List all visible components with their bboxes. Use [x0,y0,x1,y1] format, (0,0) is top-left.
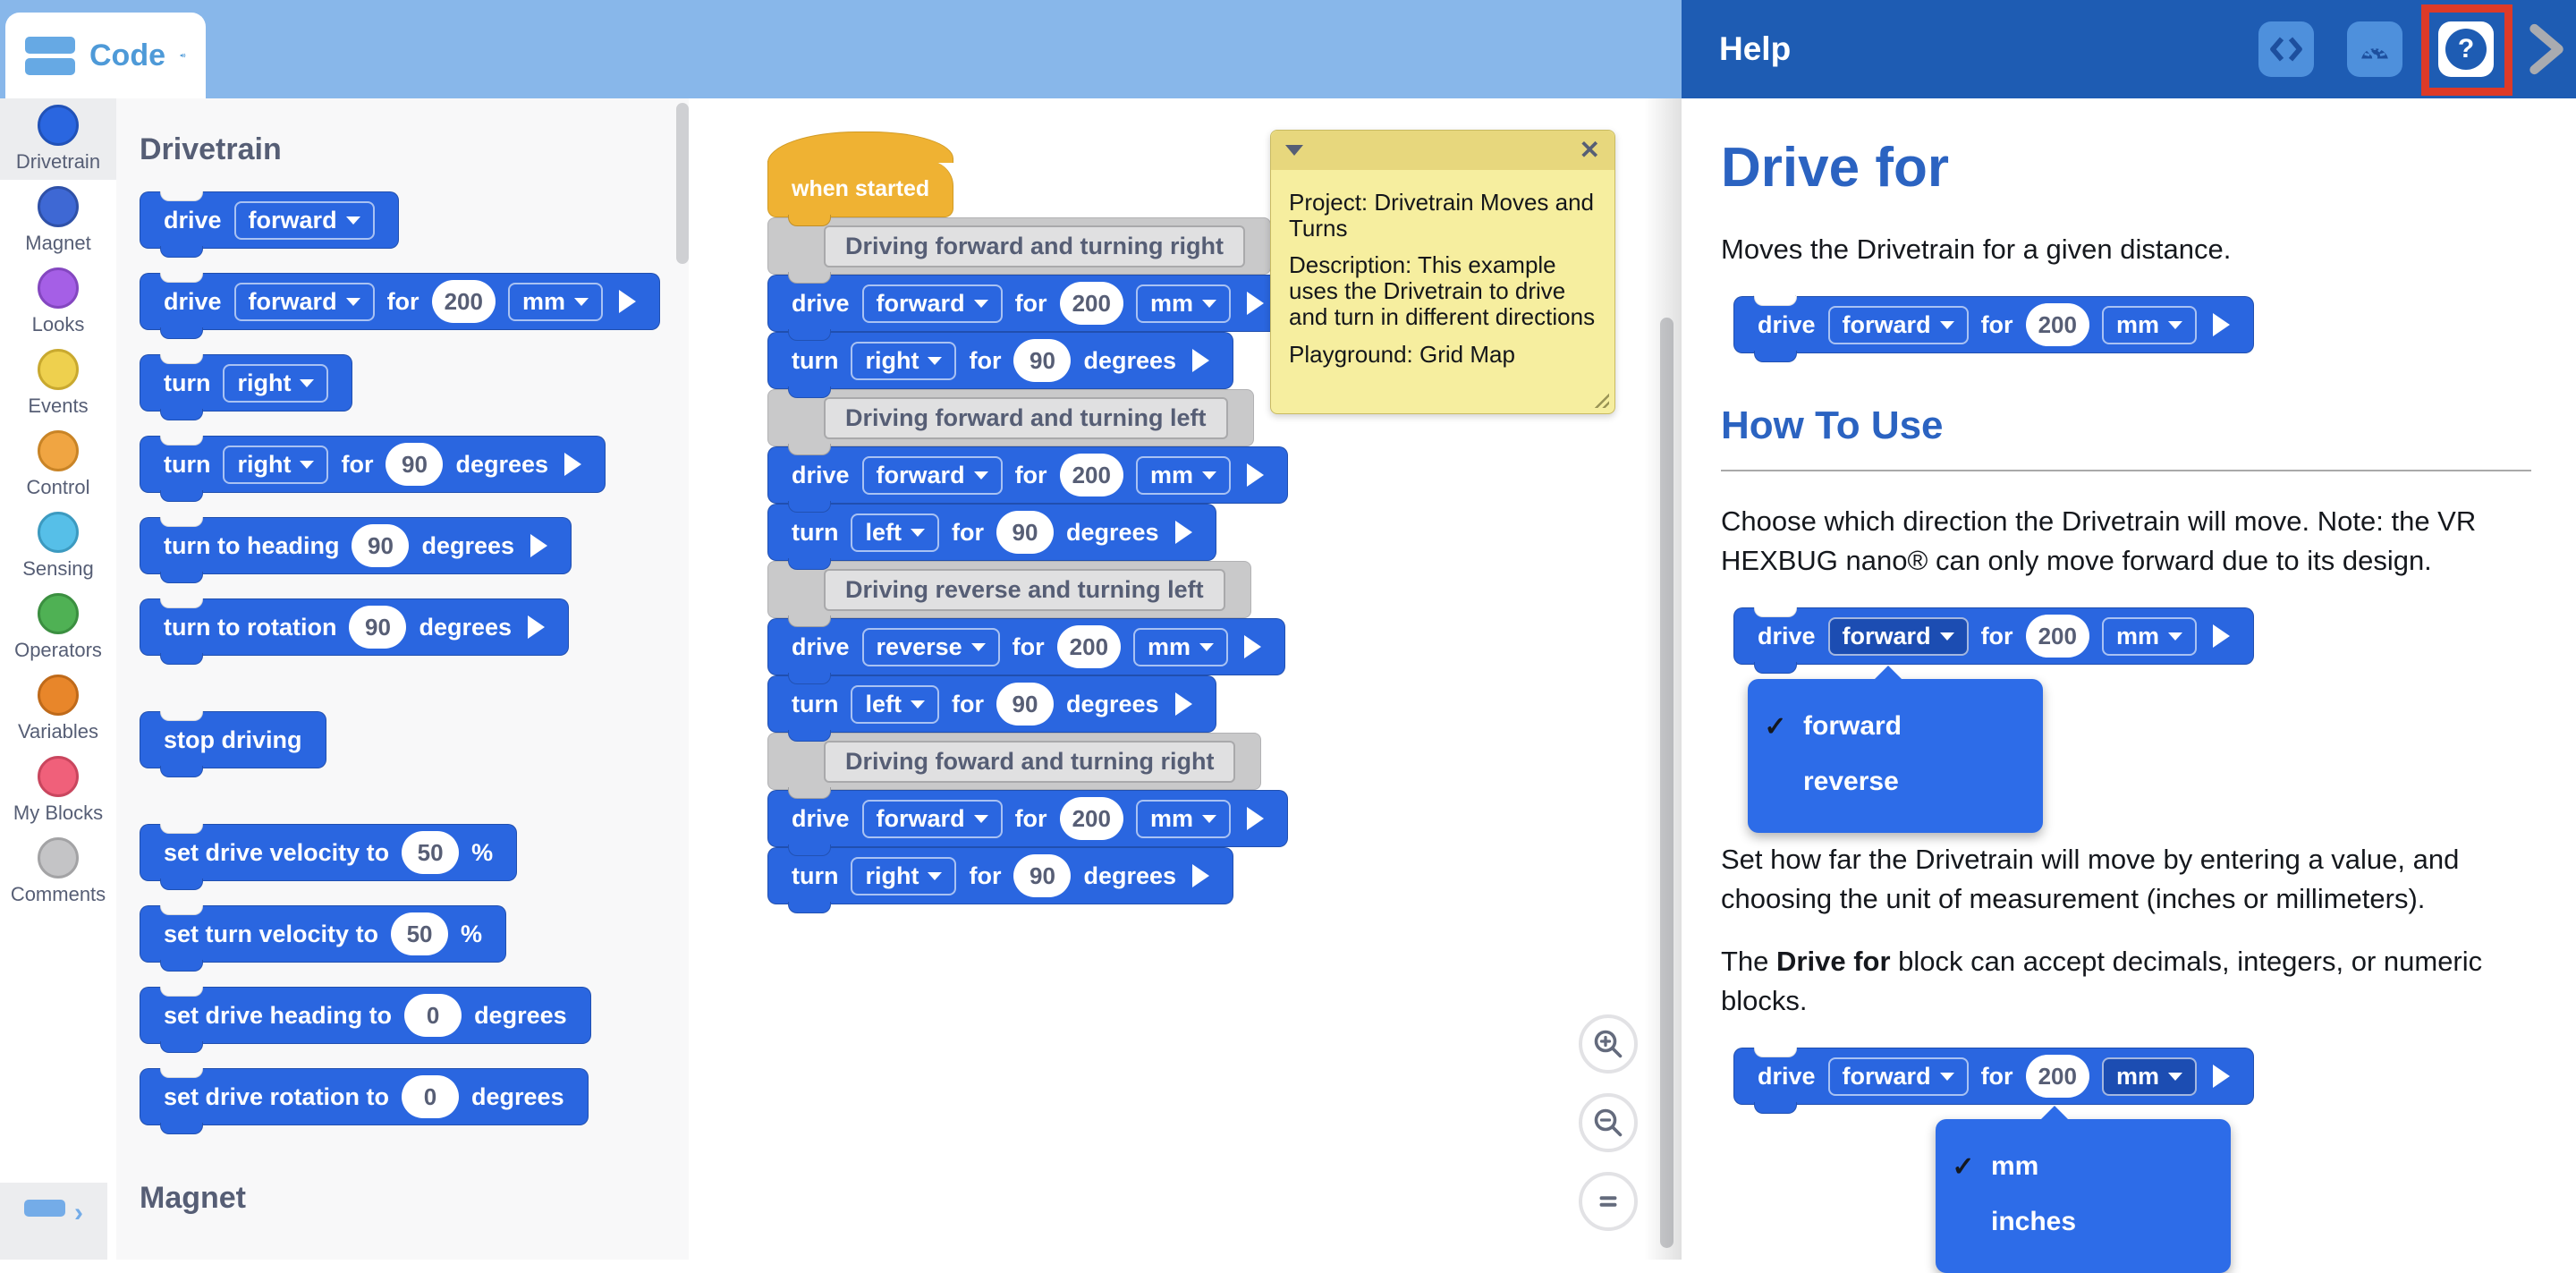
help-title: Help [1719,30,1792,67]
caret-down-icon [1202,815,1216,823]
dropdown-field[interactable] [862,456,1003,495]
dropdown-value: reverse [876,632,962,660]
dropdown-field[interactable] [1136,284,1231,323]
sidebar-item-label: Variables [17,720,99,743]
number-input[interactable]: 200 [432,280,496,323]
dropdown-value: forward [876,804,965,832]
block-label: for [1980,310,2013,338]
menu-item-inches[interactable] [1936,1194,2231,1250]
caret-down-icon [971,643,986,651]
dropdown-field[interactable] [234,201,375,240]
block-palette [116,98,689,1260]
block-label: for [969,861,1002,889]
caret-down-icon [1940,632,1954,641]
palette-row [140,191,689,249]
category-color-icon [38,512,79,553]
block-label: for [951,518,984,546]
sidebar-item-label: Comments [10,883,106,905]
block-label: drive [1758,310,1816,338]
comment-text[interactable]: Driving foward and turning right [824,741,1235,783]
caret-down-icon [2168,1073,2182,1081]
direction-menu [1748,679,2043,833]
block-label: set drive heading to [164,1001,393,1029]
block-label: % [471,838,494,866]
block-label: for [1014,289,1047,317]
number-input[interactable]: 50 [391,912,448,955]
help-header [1682,0,2576,98]
caret-down-icon [974,471,988,479]
category-color-icon [38,756,79,797]
caret-down-icon [574,298,589,306]
palette-row [140,598,689,656]
block-label: drive [1758,622,1816,649]
dropdown-value: forward [1842,1062,1931,1090]
dropdown-value: forward [248,206,337,233]
category-color-icon [38,430,79,471]
block-label: drive [164,287,222,315]
comment-block[interactable] [767,389,1254,446]
menu-item-reverse[interactable] [1748,754,2043,810]
program-stack [767,106,1288,904]
dropdown-value: right [865,861,919,889]
palette-row [140,517,689,574]
code-block[interactable] [140,711,326,768]
code-block[interactable] [140,191,399,249]
dropdown-value: mm [1148,632,1191,660]
dropdown-value: mm [2115,622,2159,649]
divider [1721,470,2531,471]
caret-down-icon [1202,300,1216,308]
dropdown-value: mm [2115,310,2159,338]
menu-item-mm[interactable] [1936,1139,2231,1194]
block-label: drive [792,461,850,488]
play-icon[interactable] [530,534,547,557]
sidebar-item-label: Magnet [25,232,91,254]
block-label: turn [792,861,839,889]
dropdown-value: right [237,369,292,396]
note-line: Description: This example uses the Drivetrain to drive and turn in different directions [1289,251,1596,331]
block-label: drive [792,804,850,832]
block-label: for [951,690,984,717]
caret-down-icon [346,298,360,306]
block-label: for [1014,461,1047,488]
help-example-block [1733,296,2254,353]
play-icon[interactable] [2213,313,2230,336]
block-label: for [969,346,1002,374]
comment-text[interactable]: Driving forward and turning left [824,397,1228,439]
block-label: degrees [471,1082,564,1110]
close-icon[interactable]: ✕ [1579,136,1600,164]
sidebar-item-variables[interactable] [0,668,116,750]
zoom-out-button[interactable] [1579,1093,1638,1152]
block-label: for [386,287,419,315]
code-block[interactable] [140,987,591,1044]
number-input[interactable]: 200 [1060,454,1123,496]
sidebar-item-label: Control [26,476,90,498]
speaker-icon [180,40,186,71]
dropdown-field[interactable] [1828,617,1969,656]
dropdown-field[interactable] [862,628,1000,666]
note-line: Project: Drivetrain Moves and Turns [1289,189,1595,242]
menu-item-label: reverse [1803,767,1899,797]
dropdown-field[interactable] [851,513,939,552]
check-icon: ✓ [1764,711,1787,742]
block-label: degrees [1083,346,1177,374]
code-block[interactable] [767,446,1288,504]
dropdown-value: forward [876,461,965,488]
caret-down-icon [928,357,942,365]
dropdown-value: mm [1149,804,1193,832]
dropdown-field[interactable] [1133,628,1228,666]
help-direction-block [1733,607,2254,797]
sticky-note-body[interactable] [1271,170,1614,387]
caret-down-icon [911,529,925,537]
help-distance-paragraph: Set how far the Drivetrain will move by entering a value, and choosing the unit of measurement (inches or millimeters). [1721,844,2460,915]
block-label: degrees [455,450,549,478]
help-panel [1682,0,2576,1260]
category-sidebar [0,98,116,1260]
block-label: set turn velocity to [164,920,379,947]
panel-shadow [1644,98,1682,1260]
number-input[interactable]: 200 [1057,625,1121,668]
sidebar-item-operators[interactable] [0,587,116,668]
block-label: for [1980,1062,2013,1090]
category-color-icon [38,837,79,878]
sidebar-item-sensing[interactable] [0,505,116,587]
sidebar-item-drivetrain[interactable] [0,98,116,180]
blocks-dock[interactable] [0,1183,107,1260]
palette-row [140,1068,689,1125]
code-block[interactable] [1733,296,2254,353]
code-block[interactable] [767,618,1285,675]
dropdown-value: right [237,450,292,478]
number-input[interactable]: 90 [352,524,409,567]
block-label: turn [792,346,839,374]
comment-block[interactable] [767,217,1271,275]
code-block[interactable] [140,273,660,330]
dropdown-value: left [865,518,902,546]
caret-down-icon [1199,643,1214,651]
code-block[interactable] [767,790,1288,847]
number-input[interactable]: 0 [404,994,462,1037]
block-label: turn to rotation [164,613,337,641]
block-label: for [1014,804,1047,832]
sticky-note[interactable] [1270,130,1615,414]
block-label: turn [164,369,211,396]
dashboard-button[interactable] [2347,21,2402,77]
sidebar-item-events[interactable] [0,343,116,424]
code-block[interactable] [140,436,606,493]
block-label: for [341,450,374,478]
block-label: set drive velocity to [164,838,390,866]
caret-down-icon [1202,471,1216,479]
code-block[interactable] [140,1068,589,1125]
help-accept-paragraph: The Drive for block can accept decimals, integers, or numeric blocks. [1721,946,2483,1017]
sidebar-item-label: Looks [31,313,85,335]
palette-row [140,436,689,493]
play-icon[interactable] [1244,635,1261,658]
block-label: set drive rotation to [164,1082,390,1110]
caret-down-icon [1940,1073,1954,1081]
dropdown-value: forward [1842,622,1931,649]
number-input[interactable]: 50 [402,831,459,874]
sidebar-item-my-blocks[interactable] [0,750,116,831]
play-icon[interactable] [1192,864,1209,887]
dropdown-field[interactable] [862,284,1003,323]
top-bar [0,0,1682,98]
sidebar-item-looks[interactable] [0,261,116,343]
dropdown-field[interactable] [2102,306,2197,344]
dropdown-field[interactable] [2102,1057,2197,1096]
category-color-icon [38,349,79,390]
comment-text[interactable]: Driving reverse and turning left [824,569,1225,611]
block-label: degrees [419,613,513,641]
caret-down-icon [2168,321,2182,329]
sidebar-item-label: Sensing [22,557,94,580]
comment-block[interactable] [767,561,1251,618]
dropdown-value: mm [1149,461,1193,488]
palette-row [140,354,689,412]
dropdown-value: forward [1842,310,1931,338]
block-label: drive [792,632,850,660]
number-input[interactable]: 200 [2026,1055,2089,1098]
comment-text[interactable]: Driving forward and turning right [824,225,1245,267]
help-content [1682,136,2576,1237]
collapse-caret-icon[interactable] [1285,145,1303,156]
blocks-arrow-icon: › [24,1200,83,1243]
menu-item-label: inches [1991,1207,2077,1237]
sidebar-item-comments[interactable] [0,831,116,912]
sticky-note-header [1271,131,1614,170]
dropdown-field[interactable] [1136,456,1231,495]
caret-down-icon [911,700,925,709]
dropdown-value: forward [876,289,965,317]
chevron-right-icon [2523,20,2568,79]
caret-down-icon [1940,321,1954,329]
dropdown-value: mm [2115,1062,2159,1090]
code-block[interactable] [140,517,572,574]
dropdown-value: mm [521,287,565,315]
code-view-button[interactable] [2258,21,2314,77]
category-color-icon [38,593,79,634]
caret-down-icon [928,872,942,880]
dropdown-field[interactable] [1136,800,1231,838]
dropdown-field[interactable] [2102,617,2197,656]
sidebar-item-label: Operators [14,639,102,661]
zoom-in-button[interactable] [1579,1014,1638,1074]
palette-row [140,905,689,963]
palette-row [140,987,689,1044]
help-heading: Drive for [1721,137,1949,199]
sidebar-item-label: Drivetrain [15,150,101,173]
block-label: drive [792,289,850,317]
code-block[interactable] [140,354,352,412]
note-line: Playground: Grid Map [1289,340,1515,368]
question-icon: ? [2445,29,2487,70]
dropdown-value: right [865,346,919,374]
how-to-use-heading: How To Use [1721,403,1944,448]
code-tab[interactable] [5,13,206,98]
number-input[interactable]: 90 [1013,854,1071,897]
block-label: turn [164,450,211,478]
play-icon[interactable] [1247,292,1264,315]
code-block[interactable] [140,905,506,963]
play-icon[interactable] [1175,692,1192,716]
dropdown-field[interactable] [508,283,603,321]
number-input[interactable]: 200 [1060,282,1123,325]
block-label: drive [1758,1062,1816,1090]
block-label: degrees [1065,690,1159,717]
play-icon[interactable] [528,615,545,639]
dropdown-field[interactable] [1828,1057,1969,1096]
caret-down-icon [974,815,988,823]
check-icon: ✓ [1952,1151,1975,1182]
brand-name: Code [89,38,165,72]
menu-item-label: forward [1803,711,1902,742]
sidebar-item-label: Events [28,395,89,417]
dropdown-field[interactable] [223,364,328,403]
block-label: turn [792,518,839,546]
block-label: degrees [1065,518,1159,546]
block-label: % [461,920,483,947]
dropdown-field[interactable] [1828,306,1969,344]
when-started-hat[interactable]: when started [767,161,953,217]
block-label: for [1012,632,1045,660]
code-block[interactable] [767,675,1216,733]
number-input[interactable]: 90 [996,683,1054,726]
dropdown-value: forward [248,287,337,315]
block-label: drive [164,206,222,233]
palette-row [140,711,689,768]
caret-down-icon [300,461,314,469]
number-input[interactable]: 200 [2026,303,2089,346]
palette-blocks [140,191,689,1125]
palette-row [140,824,689,881]
number-input[interactable]: 0 [402,1075,459,1118]
help-unit-block [1733,1048,2254,1237]
workspace-canvas[interactable] [689,98,1682,1260]
code-block[interactable] [1733,607,2254,665]
gauge-icon [2356,30,2394,68]
category-color-icon [38,186,79,227]
comment-block[interactable] [767,733,1261,790]
blocks-logo-icon [25,37,75,75]
dropdown-field[interactable] [851,342,956,380]
palette-next-section-title: Magnet [140,1181,246,1215]
block-label: for [1980,622,2013,649]
category-color-icon [38,675,79,716]
category-color-icon [38,267,79,309]
unit-menu [1936,1119,2231,1273]
dropdown-field[interactable] [223,446,328,484]
play-icon[interactable] [1175,521,1192,544]
menu-item-forward[interactable] [1748,699,2043,754]
menu-item-label: mm [1991,1151,2039,1182]
collapse-panel-button[interactable] [2523,20,2568,83]
highlight-annotation [2421,4,2512,96]
code-block[interactable] [767,504,1216,561]
play-icon[interactable] [1247,807,1264,830]
play-icon[interactable] [564,453,581,476]
number-input[interactable]: 90 [386,443,443,486]
play-icon[interactable] [2213,624,2230,648]
play-icon[interactable] [1247,463,1264,487]
zoom-controls [1579,1014,1638,1231]
play-icon[interactable] [619,290,636,313]
sidebar-item-magnet[interactable] [0,180,116,261]
help-intro: Moves the Drivetrain for a given distance. [1721,233,2232,265]
palette-scrollbar[interactable] [676,103,689,264]
dropdown-field[interactable] [234,283,375,321]
play-icon[interactable] [2213,1065,2230,1088]
code-block[interactable] [140,824,517,881]
dropdown-value: left [865,690,902,717]
number-input[interactable]: 90 [349,606,406,649]
code-block[interactable] [767,847,1233,904]
caret-down-icon [974,300,988,308]
palette-section-title: Drivetrain [140,132,282,166]
block-label: degrees [421,531,515,559]
sidebar-item-control[interactable] [0,424,116,505]
code-block[interactable] [1733,1048,2254,1105]
dropdown-field[interactable] [851,685,939,724]
dropdown-field[interactable] [862,800,1003,838]
dropdown-value: mm [1149,289,1193,317]
caret-down-icon [346,216,360,225]
number-input[interactable]: 200 [2026,615,2089,658]
number-input[interactable]: 200 [1060,797,1123,840]
resize-handle[interactable] [1593,392,1609,408]
code-icon [2268,31,2304,67]
block-label: degrees [1083,861,1177,889]
category-color-icon [38,105,79,146]
code-block[interactable] [767,275,1288,332]
number-input[interactable]: 90 [1013,339,1071,382]
number-input[interactable]: 90 [996,511,1054,554]
zoom-reset-button[interactable] [1579,1172,1638,1231]
dropdown-field[interactable] [851,857,956,895]
caret-down-icon [300,379,314,387]
help-direction-paragraph: Choose which direction the Drivetrain will move. Note: the VR HEXBUG nano® can only move forward due to its design. [1721,505,2477,577]
block-label: turn to heading [164,531,340,559]
caret-down-icon [2168,632,2182,641]
code-block[interactable] [767,332,1233,389]
sidebar-item-label: My Blocks [13,802,104,824]
block-label: degrees [474,1001,567,1029]
block-label: stop driving [164,726,302,753]
block-label: turn [792,690,839,717]
play-icon[interactable] [1192,349,1209,372]
code-block[interactable] [140,598,569,656]
palette-row [140,273,689,330]
